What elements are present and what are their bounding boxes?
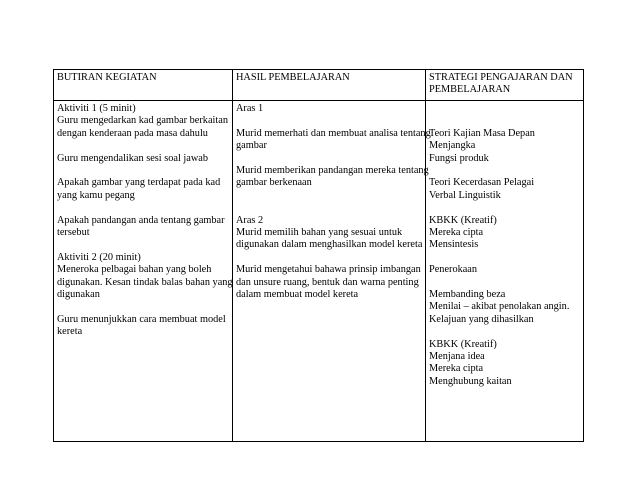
cell-text-line: digunakan	[57, 289, 100, 301]
cell-text-line: Menjana idea	[429, 351, 485, 363]
blank-line	[57, 301, 229, 313]
cell-text-line: dengan kenderaan pada masa dahulu	[57, 127, 208, 139]
cell-text-line: Kelajuan yang dihasilkan	[429, 313, 534, 325]
cell-text-line: gambar	[236, 140, 267, 152]
cell-text-line: yang kamu pegang	[57, 189, 135, 201]
cell-text-line: Mensintesis	[429, 239, 479, 251]
blank-line	[429, 326, 580, 338]
cell-text-line: Guru menunjukkan cara membuat model	[57, 313, 226, 325]
cell-text-line: Menjangka	[429, 140, 476, 152]
cell-strategi	[426, 101, 584, 442]
cell-text-line: Mereka cipta	[429, 363, 484, 375]
blank-line	[429, 277, 580, 289]
header-strategi: STRATEGI PENGAJARAN DAN PEMBELAJARAN	[426, 70, 584, 101]
cell-hasil	[233, 101, 431, 442]
cell-text-line: Apakah pandangan anda tentang gambar	[57, 214, 225, 226]
blank-line	[236, 190, 422, 202]
cell-text-line: Aras 2	[236, 214, 264, 226]
blank-line	[429, 103, 580, 115]
cell-text-line: dalam membuat model kereta	[236, 289, 359, 301]
cell-text-line: Aras 1	[236, 103, 264, 114]
content-row	[54, 101, 584, 442]
cell-text-line: Guru mengedarkan kad gambar berkaitan	[57, 115, 228, 127]
cell-text-line: Murid memilih bahan yang sesuai untuk	[236, 227, 403, 238]
blank-line	[57, 239, 229, 251]
blank-line	[57, 202, 229, 214]
blank-line	[429, 165, 580, 177]
lesson-table	[53, 69, 584, 442]
cell-text-line: digunakan. Kesan tindak balas bahan yang	[57, 276, 233, 288]
header-row	[54, 70, 584, 101]
cell-text-line: tersebut	[57, 227, 90, 239]
blank-line	[57, 140, 229, 152]
cell-text-line: Mereka cipta	[429, 227, 484, 238]
cell-text-line: gambar berkenaan	[236, 177, 312, 189]
cell-text-line: digunakan dalam menghasilkan model kereta	[236, 239, 423, 251]
cell-text-line: Guru mengendalikan sesi soal jawab	[57, 152, 208, 164]
cell-text-line: Murid mengetahui bahawa prinsip imbangan	[236, 264, 421, 276]
blank-line	[236, 202, 422, 214]
cell-text-line: Penerokaan	[429, 264, 478, 276]
header-hasil: HASIL PEMBELAJARAN	[233, 70, 426, 101]
header-butiran: BUTIRAN KEGIATAN	[54, 70, 233, 101]
blank-line	[429, 115, 580, 127]
cell-text-line: kereta	[57, 326, 83, 338]
blank-line	[57, 165, 229, 177]
cell-text-line: Membanding beza	[429, 289, 506, 300]
cell-text-line: KBKK (Kreatif)	[429, 214, 497, 226]
cell-text-line: Verbal Linguistik	[429, 189, 501, 201]
blank-line	[236, 153, 422, 165]
cell-text-line: Fungsi produk	[429, 152, 489, 164]
cell-text-line: Meneroka pelbagai bahan yang boleh	[57, 264, 212, 276]
cell-text-line: KBKK (Kreatif)	[429, 338, 497, 350]
cell-text-line: dan unsure ruang, bentuk dan warna penting	[236, 276, 419, 288]
cell-text-line: Aktiviti 2 (20 minit)	[57, 251, 141, 263]
blank-line	[236, 115, 422, 127]
cell-butiran	[54, 101, 233, 442]
cell-text-line: Murid memberikan pandangan mereka tentang	[236, 165, 429, 176]
blank-line	[236, 252, 422, 264]
cell-text-line: Apakah gambar yang terdapat pada kad	[57, 177, 221, 189]
cell-text-line: Menilai – akibat penolakan angin.	[429, 301, 570, 313]
cell-text-line: Teori Kajian Masa Depan	[429, 127, 535, 139]
blank-line	[429, 252, 580, 264]
cell-text-line: Teori Kecerdasan Pelagai	[429, 177, 535, 189]
cell-text-line: Murid memerhati dan membuat analisa tentang	[236, 127, 431, 139]
cell-text-line: Aktiviti 1 (5 minit)	[57, 103, 136, 114]
blank-line	[429, 202, 580, 214]
cell-text-line: Menghubung kaitan	[429, 375, 512, 387]
